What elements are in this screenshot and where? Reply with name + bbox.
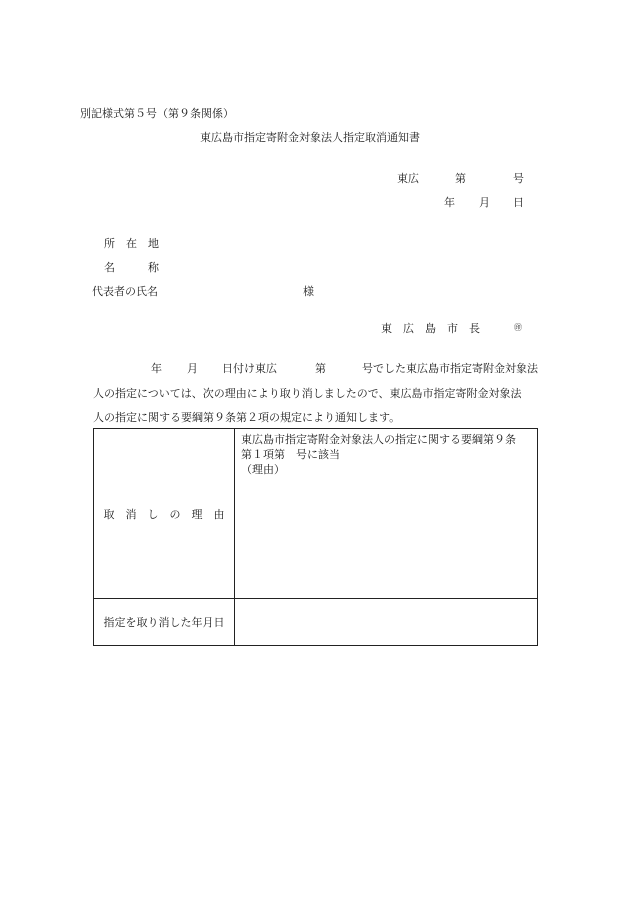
reason-label: 取 消 し の 理 由 [103, 507, 225, 521]
doc-number-go: 号 [513, 172, 524, 185]
date-day: 日 [513, 196, 524, 209]
cancel-date-row [94, 599, 538, 646]
body-line-1-year: 年 [151, 362, 162, 375]
document-title: 東広島市指定寄附金対象法人指定取消通知書 [200, 131, 420, 144]
cancel-date-label: 指定を取り消した年月日 [103, 616, 225, 629]
reason-content-cell [235, 429, 538, 599]
location-label: 所 在 地 [104, 237, 159, 250]
cancel-date-label-cell [94, 599, 235, 646]
reason-line-2: 第１項第 号に該当 [241, 448, 340, 461]
reason-line-1: 東広島市指定寄附金対象法人の指定に関する要綱第９条 [241, 433, 516, 446]
body-line-3: 人の指定に関する要綱第９条第２項の規定により通知します。 [93, 411, 401, 424]
body-line-1-dai: 第 [315, 362, 326, 375]
representative-label: 代表者の氏名 [92, 285, 158, 298]
form-number-label: 別記様式第５号（第９条関係） [80, 107, 234, 120]
seal-mark: ㊞ [514, 323, 522, 332]
date-month: 月 [479, 196, 490, 209]
body-line-1-month: 月 [187, 362, 198, 375]
cancel-date-value-cell [235, 599, 538, 646]
reason-table [93, 428, 538, 646]
mayor-title: 東 広 島 市 長 [381, 322, 480, 335]
reason-label-cell [94, 429, 235, 599]
body-line-1-day: 日付け東広 [222, 362, 277, 375]
body-line-1 [0, 362, 630, 376]
body-line-1-rest: 号でした東広島市指定寄附金対象法 [362, 362, 538, 375]
date-year: 年 [444, 196, 455, 209]
honorific: 様 [303, 285, 314, 298]
body-line-2: 人の指定については、次の理由により取り消しましたので、東広島市指定寄附金対象法 [93, 387, 522, 400]
doc-number-prefix: 東広 [397, 172, 419, 185]
name-label: 名 称 [104, 261, 159, 274]
reason-line-3: （理由） [241, 463, 285, 476]
doc-number-dai: 第 [455, 172, 466, 185]
reason-row [94, 429, 538, 599]
